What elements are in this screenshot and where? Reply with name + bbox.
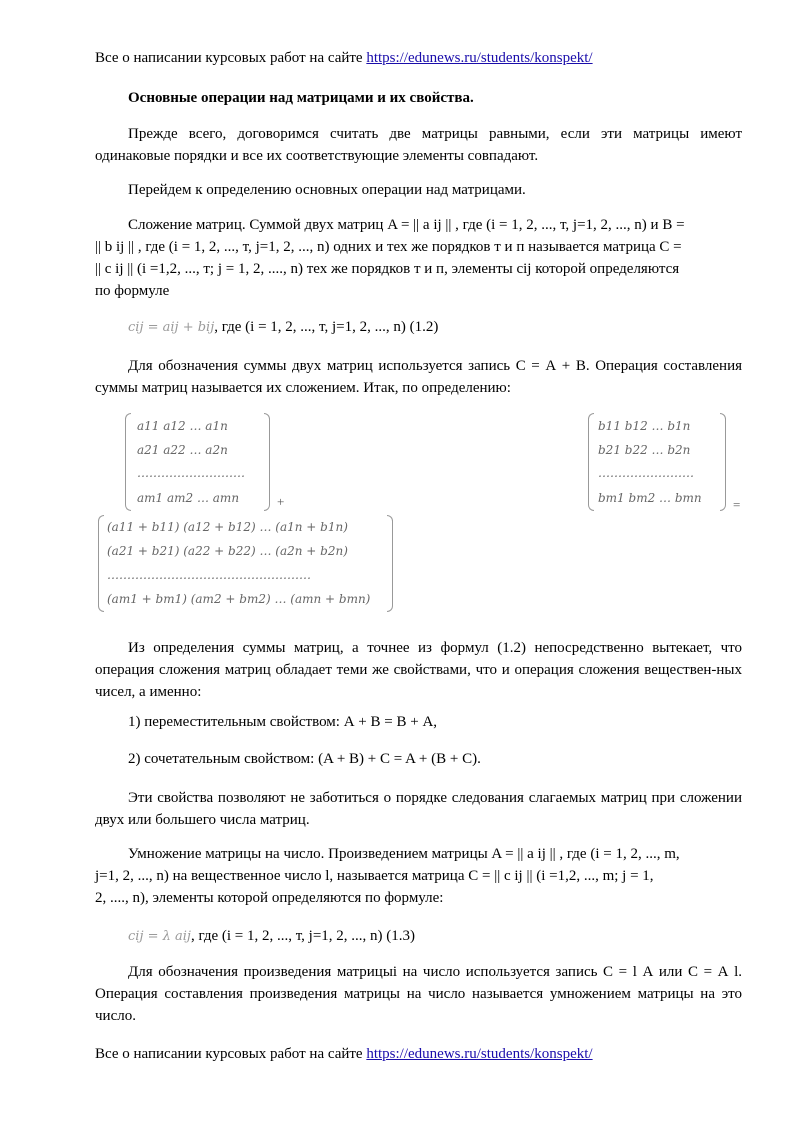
header-line	[95, 47, 742, 69]
matrix-sum-row-2: (a21 + b21) (a22 + b22) … (a2n + b2n)	[107, 544, 348, 558]
footer-text: Все о написании курсовых работ на сайте	[95, 1046, 367, 1062]
matrix-b-row-3: ……………………	[598, 466, 694, 480]
addition-line-3: || c ij || (i =1,2, ..., т; j = 1, 2, ...., n) тех же порядков т и п, элементы cij которой определяются	[95, 261, 680, 277]
plus-sign: +	[277, 494, 285, 509]
section-title: Основные операции над матрицами и их свойства.	[128, 90, 474, 106]
footer-link[interactable]: https://edunews.ru/students/konspekt/	[366, 1046, 593, 1062]
addition-line-1: Сложение матриц. Суммой двух матриц A = || a ij || , где (i = 1, 2, ..., т, j=1, 2, ..., n) и B =	[128, 217, 685, 233]
paragraph-properties-note: Эти свойства позволяют не заботиться о порядке следования слагаемых матриц при сложении двух или большего числа матриц.	[95, 790, 742, 828]
matrix-a-row-2: a21 a22 … a2n	[137, 443, 228, 457]
paragraph-scalar-notation: Для обозначения произведения матрицыі на число используется запись С = l А или С = А l. Операция составления произведения матрицы на число называется умножением матрицы на это число.	[95, 964, 742, 1024]
property-associative: 2) сочетательным свойством: (A + B) + C = A + (B + C).	[128, 751, 481, 767]
formula-1-3-image: cij = λ aij	[128, 929, 191, 944]
paragraph-sum-notation: Для обозначения суммы двух матриц используется запись С = А + В. Операция составления суммы матриц называется их сложением. Итак, по определению:	[95, 358, 742, 396]
paragraph-properties-intro: Из определения суммы матриц, а точнее из формул (1.2) непосредственно вытекает, что операция сложения матриц обладает теми же свойствами, что и операция сложения веществен-ных чисел, а именно:	[95, 640, 742, 700]
formula-1-3-text: , где (i = 1, 2, ..., т, j=1, 2, ..., n) (1.3)	[190, 928, 416, 944]
equals-sign: =	[733, 497, 741, 512]
paragraph-intro: Перейдем к определению основных операции над матрицами.	[128, 182, 526, 198]
formula-1-2-text: , где (i = 1, 2, ..., т, j=1, 2, ..., n) (1.2)	[214, 319, 439, 335]
matrix-b-right-bracket	[720, 413, 726, 511]
matrix-sum-right-bracket	[387, 515, 393, 612]
formula-1-3	[128, 925, 742, 948]
matrix-b	[588, 413, 726, 511]
footer-line	[95, 1043, 742, 1065]
header-link[interactable]: https://edunews.ru/students/konspekt/	[366, 50, 593, 66]
header-text: Все о написании курсовых работ на сайте	[95, 50, 367, 66]
addition-line-4: по формуле	[95, 283, 170, 299]
matrix-a-left-bracket	[125, 413, 131, 511]
matrix-b-row-4: bm1 bm2 … bmn	[598, 491, 702, 505]
matrix-a-row-1: a11 a12 … a1n	[137, 419, 228, 433]
matrix-sum	[98, 515, 393, 612]
matrix-a	[125, 413, 270, 511]
paragraph-scalar-definition	[95, 843, 742, 909]
matrix-b-row-1: b11 b12 … b1n	[598, 419, 691, 433]
paragraph-addition-definition	[95, 214, 742, 302]
scalar-line-3: 2, ...., n), элементы которой определяются по формуле:	[95, 890, 444, 906]
matrix-a-right-bracket	[264, 413, 270, 511]
matrix-a-row-4: am1 am2 … amn	[137, 491, 240, 505]
matrix-b-left-bracket	[588, 413, 594, 511]
matrix-sum-row-1: (a11 + b11) (a12 + b12) … (a1n + b1n)	[107, 520, 348, 534]
matrix-sum-row-3: ……………………………………………	[107, 568, 311, 582]
property-commutative: 1) переместительным свойством: А + В = В + А,	[128, 714, 438, 730]
addition-line-2: || b ij || , где (i = 1, 2, ..., т, j=1, 2, ..., n) одних и тех же порядков т и п называется матрица С =	[95, 239, 682, 255]
formula-1-2-image: cij = aij + bij	[128, 320, 215, 335]
scalar-line-1: Умножение матрицы на число. Произведением матрицы A = || a ij || , где (i = 1, 2, ..., m,	[128, 846, 680, 862]
formula-1-2	[128, 316, 742, 339]
matrix-a-row-3: ………………………	[137, 466, 245, 480]
matrix-b-row-2: b21 b22 … b2n	[598, 443, 691, 457]
scalar-line-2: j=1, 2, ..., n) на вещественное число l, называется матрица С = || c ij || (i =1,2, ..., m; j = 1,	[95, 868, 654, 884]
paragraph-equality: Прежде всего, договоримся считать две матрицы равными, если эти матрицы имеют одинаковые порядки и все их соответствующие элементы совпадают.	[95, 126, 742, 164]
matrix-sum-row-4: (am1 + bm1) (am2 + bm2) … (amn + bmn)	[107, 592, 371, 606]
matrix-sum-left-bracket	[98, 515, 104, 612]
